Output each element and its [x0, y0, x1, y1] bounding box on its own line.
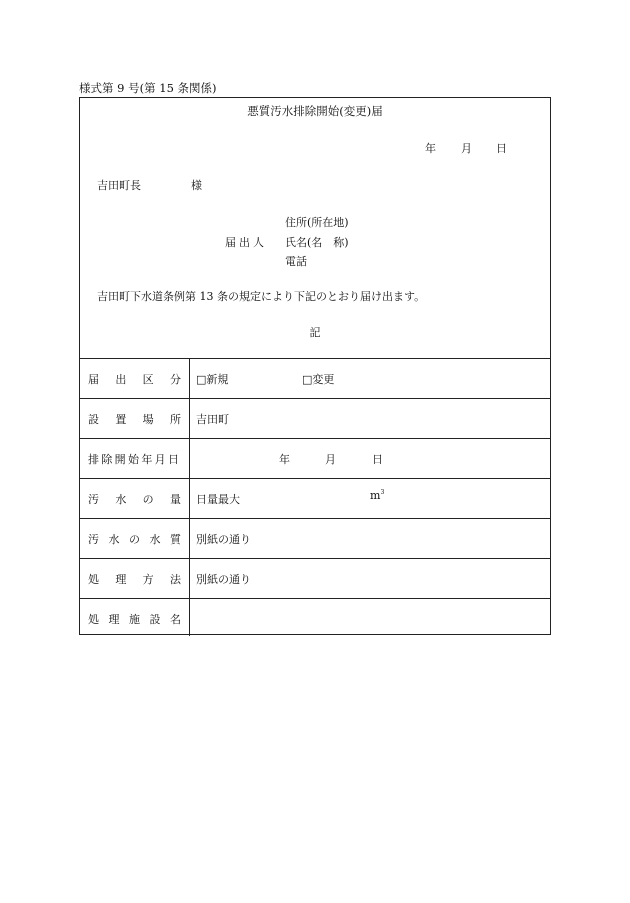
ki-mark: 記 — [309, 326, 321, 339]
row-label: 届 出 区 分 — [88, 373, 181, 386]
date-year-label: 年 — [425, 142, 436, 155]
row-label: 排 除 開 始 年 月 日 — [88, 453, 179, 466]
phone-label: 電話 — [285, 255, 307, 268]
document-title: 悪質汚水排除開始(変更)届 — [247, 104, 383, 118]
honorific: 様 — [191, 179, 202, 192]
row-water-quality — [80, 518, 550, 558]
row-volume — [80, 478, 550, 518]
checkbox-icon[interactable]: □ — [196, 373, 207, 386]
volume-unit: $m^3$ — [370, 489, 385, 502]
row-location — [80, 398, 550, 438]
row-facility-name — [80, 598, 550, 635]
option-change[interactable]: □変更 — [302, 373, 335, 386]
row-label: 設 置 場 所 — [88, 413, 181, 426]
name-label: 氏名(名 称) — [285, 236, 349, 249]
statement: 吉田町下水道条例第 13 条の規定により下記のとおり届け出ます。 — [97, 290, 426, 303]
row-label: 処 理 方 法 — [88, 573, 181, 586]
option-new[interactable]: □新規 — [196, 373, 229, 386]
form-number: 様式第 9 号(第 15 条関係) — [79, 81, 217, 95]
form-frame — [79, 97, 551, 635]
date-day-label: 日 — [496, 142, 507, 155]
water-quality-value[interactable]: 別紙の通り — [196, 533, 251, 546]
start-year-label[interactable]: 年 — [279, 453, 290, 466]
volume-value[interactable]: 日量最大 — [196, 493, 240, 506]
row-notification-type — [80, 358, 550, 398]
applicant-label: 届出人 — [225, 236, 267, 249]
checkbox-icon[interactable]: □ — [302, 373, 313, 386]
row-start-date — [80, 438, 550, 478]
treatment-method-value[interactable]: 別紙の通り — [196, 573, 251, 586]
addressee: 吉田町長 — [97, 179, 141, 192]
start-month-label[interactable]: 月 — [325, 453, 336, 466]
row-treatment-method — [80, 558, 550, 598]
row-label: 汚 水 の 量 — [88, 493, 181, 506]
row-label: 汚 水 の 水 質 — [88, 533, 181, 546]
start-day-label[interactable]: 日 — [372, 453, 383, 466]
date-month-label: 月 — [461, 142, 472, 155]
address-label: 住所(所在地) — [285, 216, 349, 229]
location-value[interactable]: 吉田町 — [196, 413, 229, 426]
row-label: 処 理 施 設 名 — [88, 613, 181, 626]
